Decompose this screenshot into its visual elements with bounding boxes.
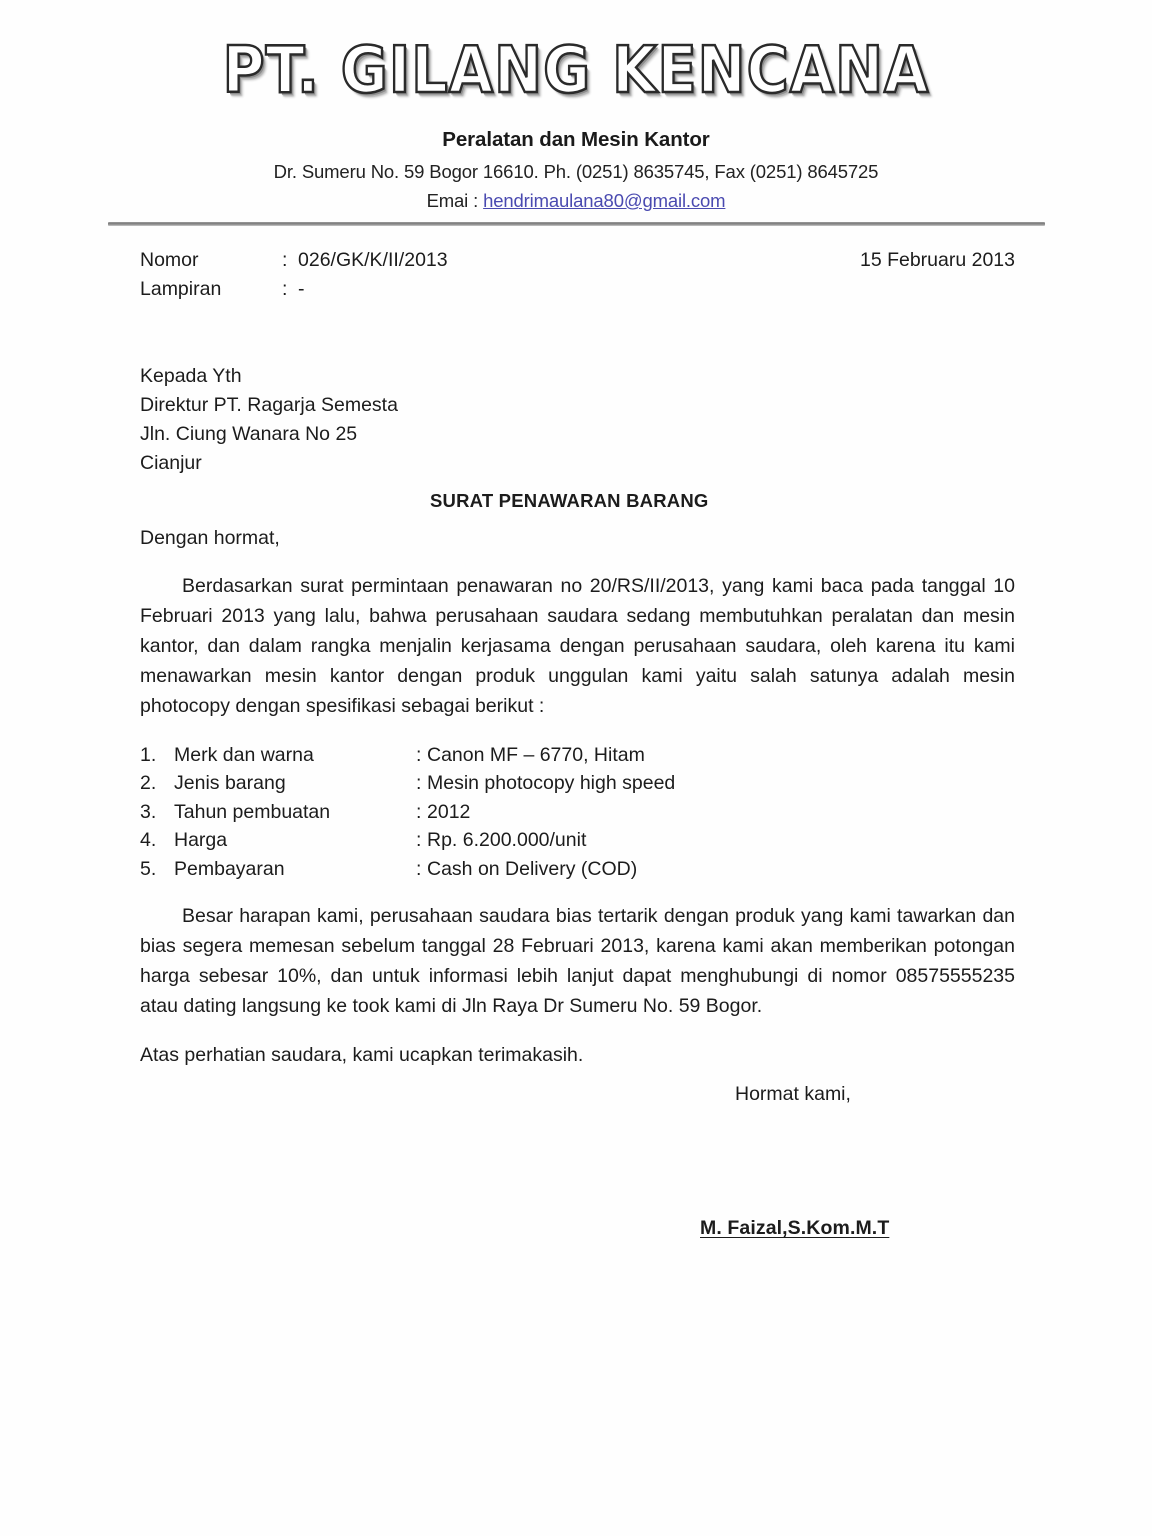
letter-meta-block [140,246,1015,304]
subject-title: SURAT PENAWARAN BARANG [430,490,709,511]
recipient-block [140,362,1015,478]
signatory-name: M. Faizal,S.Kom.M.T [700,1217,890,1239]
company-logo-title: PT. GILANG KENCANA [222,33,930,108]
email-label: Emai : [426,190,479,211]
spec-colon: : [416,800,422,823]
spec-colon: : [416,772,422,794]
lampiran-label: Lampiran [140,278,222,300]
letter-date: 15 Februaru 2013 [859,249,1015,271]
list-item [140,741,1015,770]
spec-label: Merk dan warna [174,743,314,766]
salutation: Dengan hormat, [140,527,280,549]
spec-label: Tahun pembuatan [174,800,331,823]
body-paragraph-2: Besar harapan kami, perusahaan saudara bias tertarik dengan produk yang kami tawarkan dan bias segera memesan sebelum tanggal 28 Februari 2013, karena kami akan memberikan potongan harga sebesar 10%, dan untuk informasi lebih lanjut dapat menghubungi di nomor 08575555235 atau dating langsung ke took kami di Jln Raya Dr Sumeru No. 59 Bogor. [140,905,1015,1017]
closing-line: Atas perhatian saudara, kami ucapkan terimakasih. [140,1043,584,1066]
recipient-line-3: Jln. Ciung Wanara No 25 [140,423,358,445]
nomor-colon: : [282,249,288,271]
spec-number: 5. [140,857,157,880]
lampiran-value: - [298,278,305,300]
spec-value: Cash on Delivery (COD) [427,857,638,880]
recipient-line-2: Direktur PT. Ragarja Semesta [140,394,398,416]
recipient-line-1: Kepada Yth [140,365,242,387]
list-item [140,798,1015,827]
header-divider-rule [108,222,1045,226]
spec-number: 3. [140,800,157,823]
letterhead [0,0,1152,226]
signature-salutation: Hormat kami, [735,1083,851,1105]
list-item [140,826,1015,855]
company-address: Dr. Sumeru No. 59 Bogor 16610. Ph. (0251) 8635745, Fax (0251) 8645725 [273,161,879,182]
spec-value: Rp. 6.200.000/unit [427,829,587,851]
spec-value: 2012 [427,800,471,823]
list-item [140,855,1015,884]
spec-colon: : [416,743,422,766]
signature-block [700,1080,1065,1240]
spec-label: Harga [174,829,228,851]
recipient-line-4: Cianjur [140,452,202,474]
spec-value: Canon MF – 6770, Hitam [427,743,645,766]
signature-space [735,1109,1065,1217]
email-link[interactable]: hendrimaulana80@gmail.com [483,190,726,211]
lampiran-colon: : [282,278,288,300]
nomor-label: Nomor [140,249,199,271]
company-email-line [0,190,1152,212]
specification-list [140,741,1015,884]
spec-number: 2. [140,772,157,794]
spec-number: 1. [140,743,157,766]
spec-label: Pembayaran [174,857,285,880]
nomor-value: 026/GK/K/II/2013 [298,249,448,271]
company-tagline: Peralatan dan Mesin Kantor [442,128,710,151]
spec-colon: : [416,829,422,851]
letter-body [140,246,1015,1070]
spec-label: Jenis barang [174,772,286,794]
meta-row-lampiran [140,275,1015,304]
spec-colon: : [416,857,422,880]
spec-number: 4. [140,829,157,851]
body-paragraph-1: Berdasarkan surat permintaan penawaran no 20/RS/II/2013, yang kami baca pada tanggal 10 Februari 2013 yang lalu, bahwa perusahaan saudara sedang membutuhkan peralatan dan mesin kantor, dan dalam rangka menjalin kerjasama dengan perusahaan saudara, oleh karena itu kami menawarkan mesin kantor dengan produk unggulan kami yaitu salah satunya adalah mesin photocopy dengan spesifikasi sebagai berikut : [140,575,1015,717]
list-item [140,769,1015,798]
spec-value: Mesin photocopy high speed [427,772,676,794]
